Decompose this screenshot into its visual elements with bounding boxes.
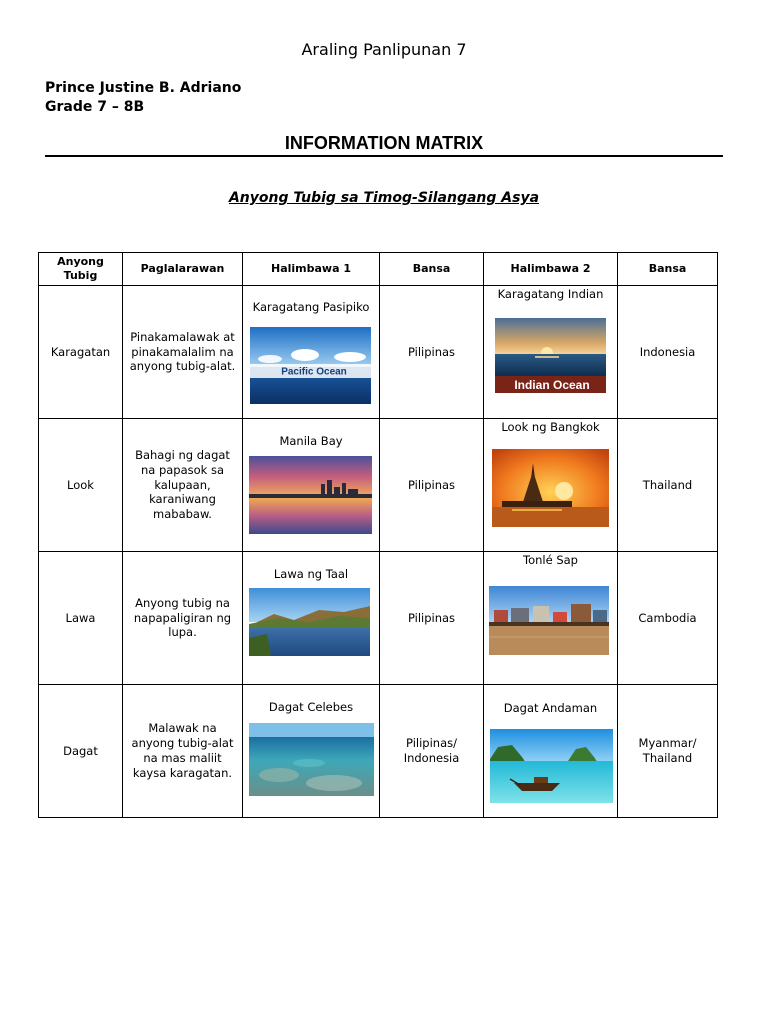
example2-label: Look ng Bangkok [501, 420, 600, 434]
subject-title: Araling Panlipunan 7 [301, 40, 467, 59]
example1-label: Lawa ng Taal [273, 567, 349, 581]
document-title: INFORMATION MATRIX [284, 133, 484, 153]
country2-cell: Indonesia [618, 286, 718, 419]
table-row [39, 286, 718, 419]
example2-label: Tonlé Sap [523, 553, 578, 567]
description-cell: Malawak na anyong tubig-alat na mas maliit kaysa karagatan. [123, 685, 243, 818]
example1-label: Dagat Celebes [268, 700, 354, 714]
indian-ocean-image [495, 318, 606, 393]
example2-cell [484, 685, 618, 818]
taal-lake-image [249, 588, 370, 656]
type-cell: Dagat [39, 685, 123, 818]
country1-cell: Pilipinas/ Indonesia [380, 685, 484, 818]
country2-cell: Thailand [618, 419, 718, 552]
type-cell: Karagatan [39, 286, 123, 419]
example1-label: Karagatang Pasipiko [252, 300, 370, 314]
column-header-bansa-2: Bansa [618, 253, 718, 286]
column-header-anyong-tubig: Anyong Tubig [39, 253, 123, 286]
type-cell: Lawa [39, 552, 123, 685]
example1-cell [243, 286, 380, 419]
student-grade: Grade 7 – 8B [45, 99, 145, 115]
country1-cell: Pilipinas [380, 419, 484, 552]
description-cell: Pinakamalawak at pinakamalalim na anyong tubig-alat. [123, 286, 243, 419]
bangkok-temple-image [492, 449, 609, 527]
column-header-halimbawa-2: Halimbawa 2 [484, 253, 618, 286]
type-cell: Look [39, 419, 123, 552]
country1-cell: Pilipinas [380, 286, 484, 419]
topic-heading: Anyong Tubig sa Timog-Silangang Asya [228, 190, 540, 206]
country1-cell: Pilipinas [380, 552, 484, 685]
column-header-paglalarawan: Paglalarawan [123, 253, 243, 286]
pacific-ocean-image [250, 327, 371, 404]
example2-label: Dagat Andaman [503, 701, 598, 715]
table-row [39, 685, 718, 818]
example1-cell [243, 419, 380, 552]
pacific-ocean-caption: Pacific Ocean [281, 366, 347, 378]
country2-cell: Myanmar/ Thailand [618, 685, 718, 818]
manila-bay-image [249, 456, 372, 534]
example1-label: Manila Bay [279, 434, 343, 448]
andaman-sea-image [490, 729, 613, 803]
indian-ocean-caption: Indian Ocean [514, 378, 590, 392]
example2-label: Karagatang Indian [497, 287, 604, 301]
description-cell: Bahagi ng dagat na papasok sa kalupaan, karaniwang mababaw. [123, 419, 243, 552]
description-cell: Anyong tubig na napapaligiran ng lupa. [123, 552, 243, 685]
table-row [39, 552, 718, 685]
information-matrix-table [38, 252, 718, 818]
example1-cell [243, 685, 380, 818]
title-divider [45, 155, 723, 157]
country2-cell: Cambodia [618, 552, 718, 685]
example1-cell [243, 552, 380, 685]
column-header-bansa-1: Bansa [380, 253, 484, 286]
example2-cell [484, 552, 618, 685]
column-header-halimbawa-1: Halimbawa 1 [243, 253, 380, 286]
tonle-sap-image [489, 586, 609, 655]
celebes-sea-image [249, 723, 374, 796]
student-name: Prince Justine B. Adriano [45, 80, 242, 96]
table-header-row [39, 253, 718, 286]
table-row [39, 419, 718, 552]
example2-cell [484, 286, 618, 419]
example2-cell [484, 419, 618, 552]
